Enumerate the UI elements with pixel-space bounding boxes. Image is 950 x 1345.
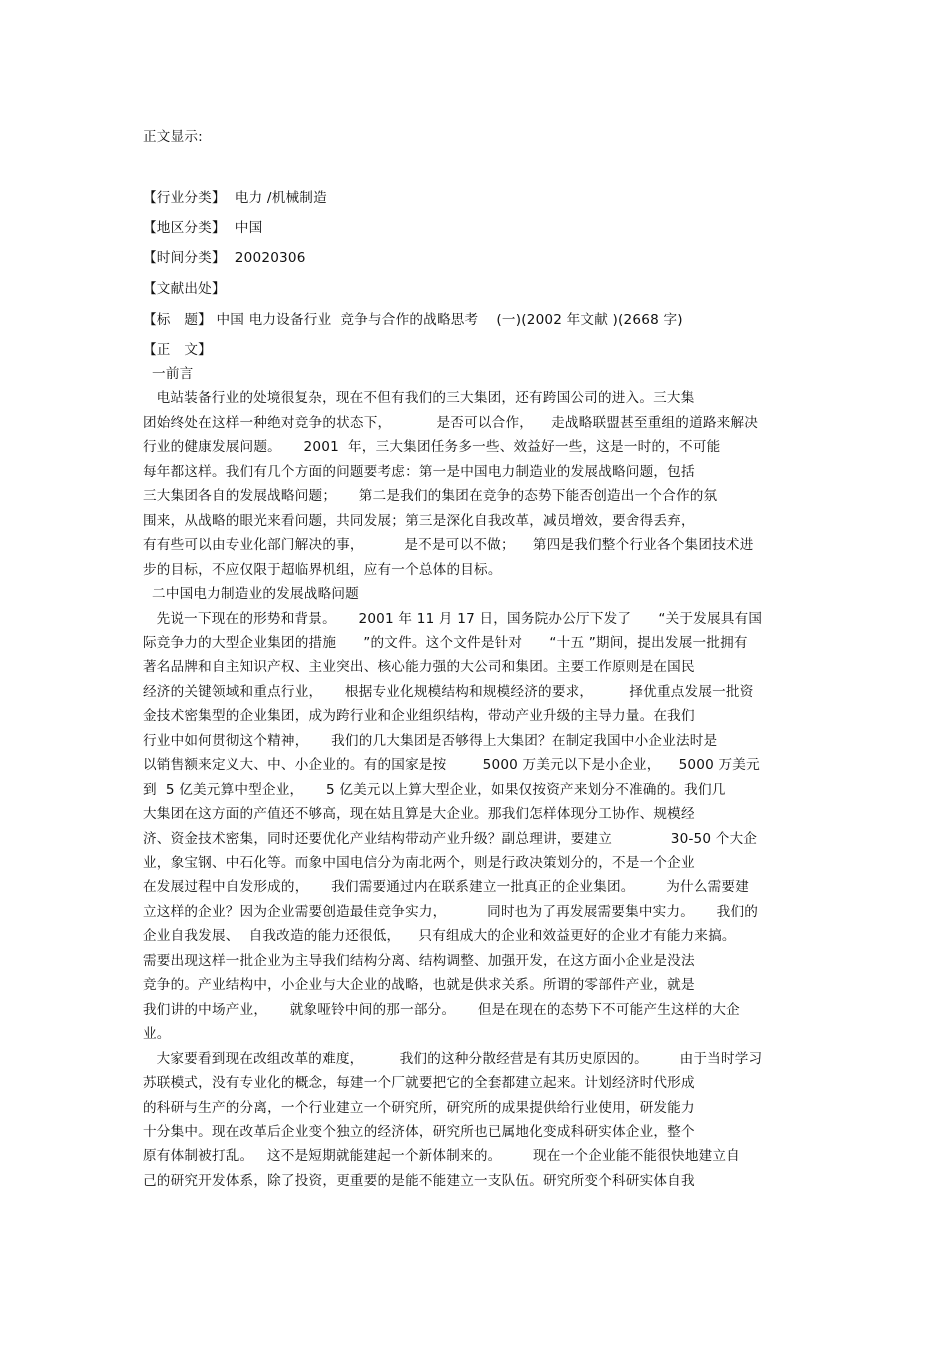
body-line: 一前言 bbox=[143, 366, 194, 382]
body-line: 业。 bbox=[143, 1026, 171, 1042]
body-line: 的科研与生产的分离，一个行业建立一个研究所，研究所的成果提供给行业使用，研发能力 bbox=[143, 1100, 695, 1116]
body-line: 有有些可以由专业化部门解决的事， 是不是可以不做； 第四是我们整个行业各个集团技术进 bbox=[143, 537, 754, 553]
meta-time: 【时间分类】 20020306 bbox=[143, 250, 306, 266]
body-line: 苏联模式，没有专业化的概念，每建一个厂就要把它的全套都建立起来。计划经济时代形成 bbox=[143, 1075, 695, 1091]
body-line: 行业的健康发展问题。 2001 年，三大集团任务多一些、效益好一些，这是一时的，不可能 bbox=[143, 439, 721, 455]
body-line: 需要出现这样一批企业为主导我们结构分离、结构调整、加强开发，在这方面小企业是没法 bbox=[143, 953, 695, 969]
body-line: 步的目标，不应仅限于超临界机组，应有一个总体的目标。 bbox=[143, 562, 502, 578]
meta-body-label: 【正 文】 bbox=[143, 342, 212, 358]
body-line: 金技术密集型的企业集团，成为跨行业和企业组织结构，带动产业升级的主导力量。在我们 bbox=[143, 708, 695, 724]
page-header: 正文显示: bbox=[143, 129, 203, 145]
body-line: 业，象宝钢、中石化等。而象中国电信分为南北两个，则是行政决策划分的，不是一个企业 bbox=[143, 855, 695, 871]
body-line: 在发展过程中自发形成的， 我们需要通过内在联系建立一批真正的企业集团。 为什么需要建 bbox=[143, 879, 749, 895]
body-line: 己的研究开发体系，除了投资，更重要的是能不能建立一支队伍。研究所变个科研实体自我 bbox=[143, 1173, 695, 1189]
body-line: 围来，从战略的眼光来看问题，共同发展；第三是深化自我改革，减员增效，要舍得丢弃， bbox=[143, 513, 695, 529]
body-line: 电站装备行业的处境很复杂，现在不但有我们的三大集团，还有跨国公司的进入。三大集 bbox=[143, 390, 695, 406]
meta-region: 【地区分类】 中国 bbox=[143, 220, 263, 236]
body-line: 大集团在这方面的产值还不够高，现在姑且算是大企业。那我们怎样体现分工协作、规模经 bbox=[143, 806, 695, 822]
body-line: 二中国电力制造业的发展战略问题 bbox=[143, 586, 359, 602]
meta-source: 【文献出处】 bbox=[143, 281, 226, 297]
body-line: 大家要看到现在改组改革的难度， 我们的这种分散经营是有其历史原因的。 由于当时学习 bbox=[143, 1051, 763, 1067]
body-line: 立这样的企业？因为企业需要创造最佳竞争实力， 同时也为了再发展需要集中实力。 我们的 bbox=[143, 904, 759, 920]
body-line: 每年都这样。我们有几个方面的问题要考虑：第一是中国电力制造业的发展战略问题，包括 bbox=[143, 464, 695, 480]
body-line: 先说一下现在的形势和背景。 2001 年 11 月 17 日，国务院办公厅下发了 “关于发展具有国 bbox=[143, 611, 763, 627]
body-line: 竞争的。产业结构中，小企业与大企业的战略，也就是供求关系。所谓的零部件产业，就是 bbox=[143, 977, 695, 993]
body-line: 团始终处在这样一种绝对竞争的状态下， 是否可以合作， 走战略联盟甚至重组的道路来解决 bbox=[143, 415, 759, 431]
body-line: 行业中如何贯彻这个精神， 我们的几大集团是否够得上大集团？在制定我国中小企业法时是 bbox=[143, 733, 718, 749]
body-line: 十分集中。现在改革后企业变个独立的经济体，研究所也已属地化变成科研实体企业，整个 bbox=[143, 1124, 695, 1140]
body-line: 济、资金技术密集，同时还要优化产业结构带动产业升级？副总理讲，要建立 30-50 个大企 bbox=[143, 831, 758, 847]
body-line: 原有体制被打乱。 这不是短期就能建起一个新体制来的。 现在一个企业能不能很快地建立自 bbox=[143, 1148, 740, 1164]
body-line: 经济的关键领域和重点行业， 根据专业化规模结构和规模经济的要求， 择优重点发展一批资 bbox=[143, 684, 754, 700]
body-line: 著名品牌和自主知识产权、主业突出、核心能力强的大公司和集团。主要工作原则是在国民 bbox=[143, 659, 695, 675]
body-line: 企业自我发展、 自我改造的能力还很低， 只有组成大的企业和效益更好的企业才有能力来搞。 bbox=[143, 928, 736, 944]
body-line: 我们讲的中场产业， 就象哑铃中间的那一部分。 但是在现在的态势下不可能产生这样的大企 bbox=[143, 1002, 740, 1018]
body-line: 三大集团各自的发展战略问题； 第二是我们的集团在竞争的态势下能否创造出一个合作的氛 bbox=[143, 488, 718, 504]
body-line: 到 5 亿美元算中型企业， 5 亿美元以上算大型企业，如果仅按资产来划分不准确的。我们几 bbox=[143, 782, 726, 798]
body-line: 际竞争力的大型企业集团的措施 ”的文件。这个文件是针对 “十五 ”期间，提出发展一批拥有 bbox=[143, 635, 748, 651]
meta-title: 【标 题】 中国 电力设备行业 竞争与合作的战略思考 (一)(2002 年文献 )(2668 字) bbox=[143, 312, 683, 328]
body-line: 以销售额来定义大、中、小企业的。有的国家是按 5000 万美元以下是小企业， 5000 万美元 bbox=[143, 757, 760, 773]
meta-industry: 【行业分类】 电力 /机械制造 bbox=[143, 190, 327, 206]
